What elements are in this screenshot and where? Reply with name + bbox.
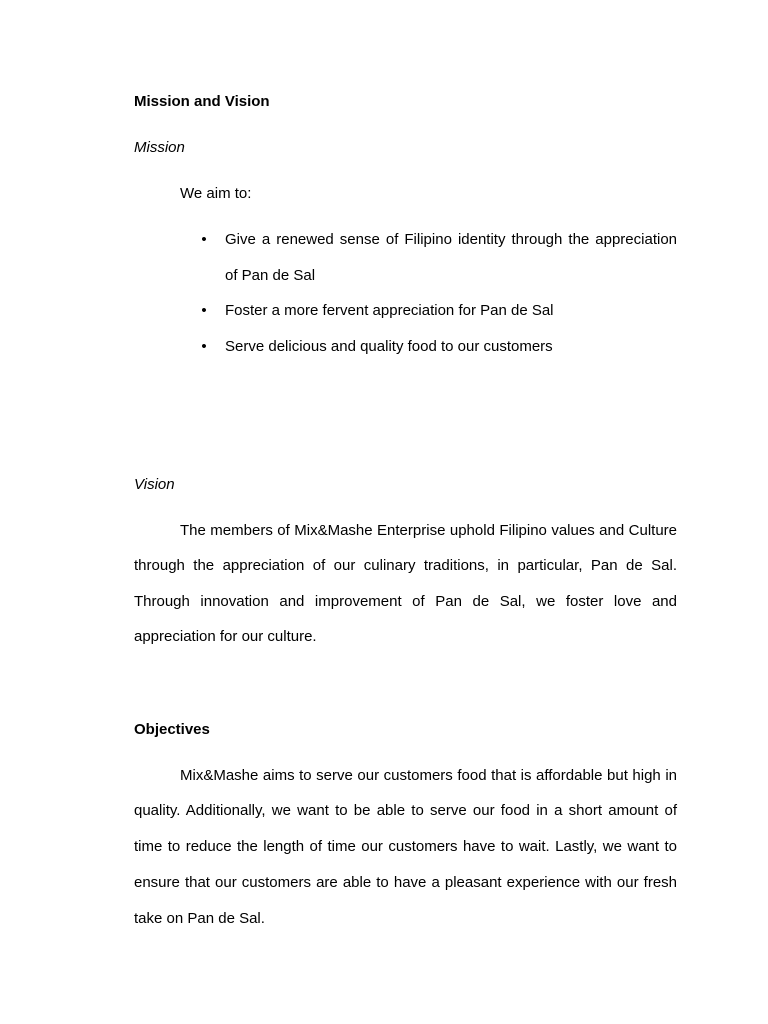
vision-paragraph-line-4: appreciation for our culture. xyxy=(134,628,317,645)
vision-paragraph-line-3: Through innovation and improvement of Pan de Sal, we foster love and xyxy=(134,593,677,610)
objectives-paragraph-line-2: quality. Additionally, we want to be able to serve our food in a short amount of xyxy=(134,802,677,819)
vision-paragraph-line-1: The members of Mix&Mashe Enterprise uphold Filipino values and Culture xyxy=(180,522,677,539)
objectives-heading: Objectives xyxy=(134,721,210,738)
objectives-paragraph-line-5: take on Pan de Sal. xyxy=(134,910,265,927)
objectives-paragraph-line-1: Mix&Mashe aims to serve our customers food that is affordable but high in xyxy=(180,767,677,784)
vision-paragraph-line-2: through the appreciation of our culinary traditions, in particular, Pan de Sal. xyxy=(134,557,677,574)
mission-intro: We aim to: xyxy=(180,185,252,202)
mission-subheading: Mission xyxy=(134,139,185,156)
bullet-icon: • xyxy=(201,338,207,355)
vision-subheading: Vision xyxy=(134,476,175,493)
heading-mission-and-vision: Mission and Vision xyxy=(134,93,270,110)
bullet-icon: • xyxy=(201,231,207,248)
bullet-icon: • xyxy=(201,302,207,319)
mission-bullet-2: Foster a more fervent appreciation for Pan de Sal xyxy=(225,302,554,319)
mission-bullet-3: Serve delicious and quality food to our customers xyxy=(225,338,553,355)
objectives-paragraph-line-4: ensure that our customers are able to have a pleasant experience with our fresh xyxy=(134,874,677,891)
mission-bullet-1-line-1: Give a renewed sense of Filipino identity through the appreciation xyxy=(225,231,677,248)
objectives-paragraph-line-3: time to reduce the length of time our customers have to wait. Lastly, we want to xyxy=(134,838,677,855)
mission-bullet-1-line-2: of Pan de Sal xyxy=(225,267,316,284)
